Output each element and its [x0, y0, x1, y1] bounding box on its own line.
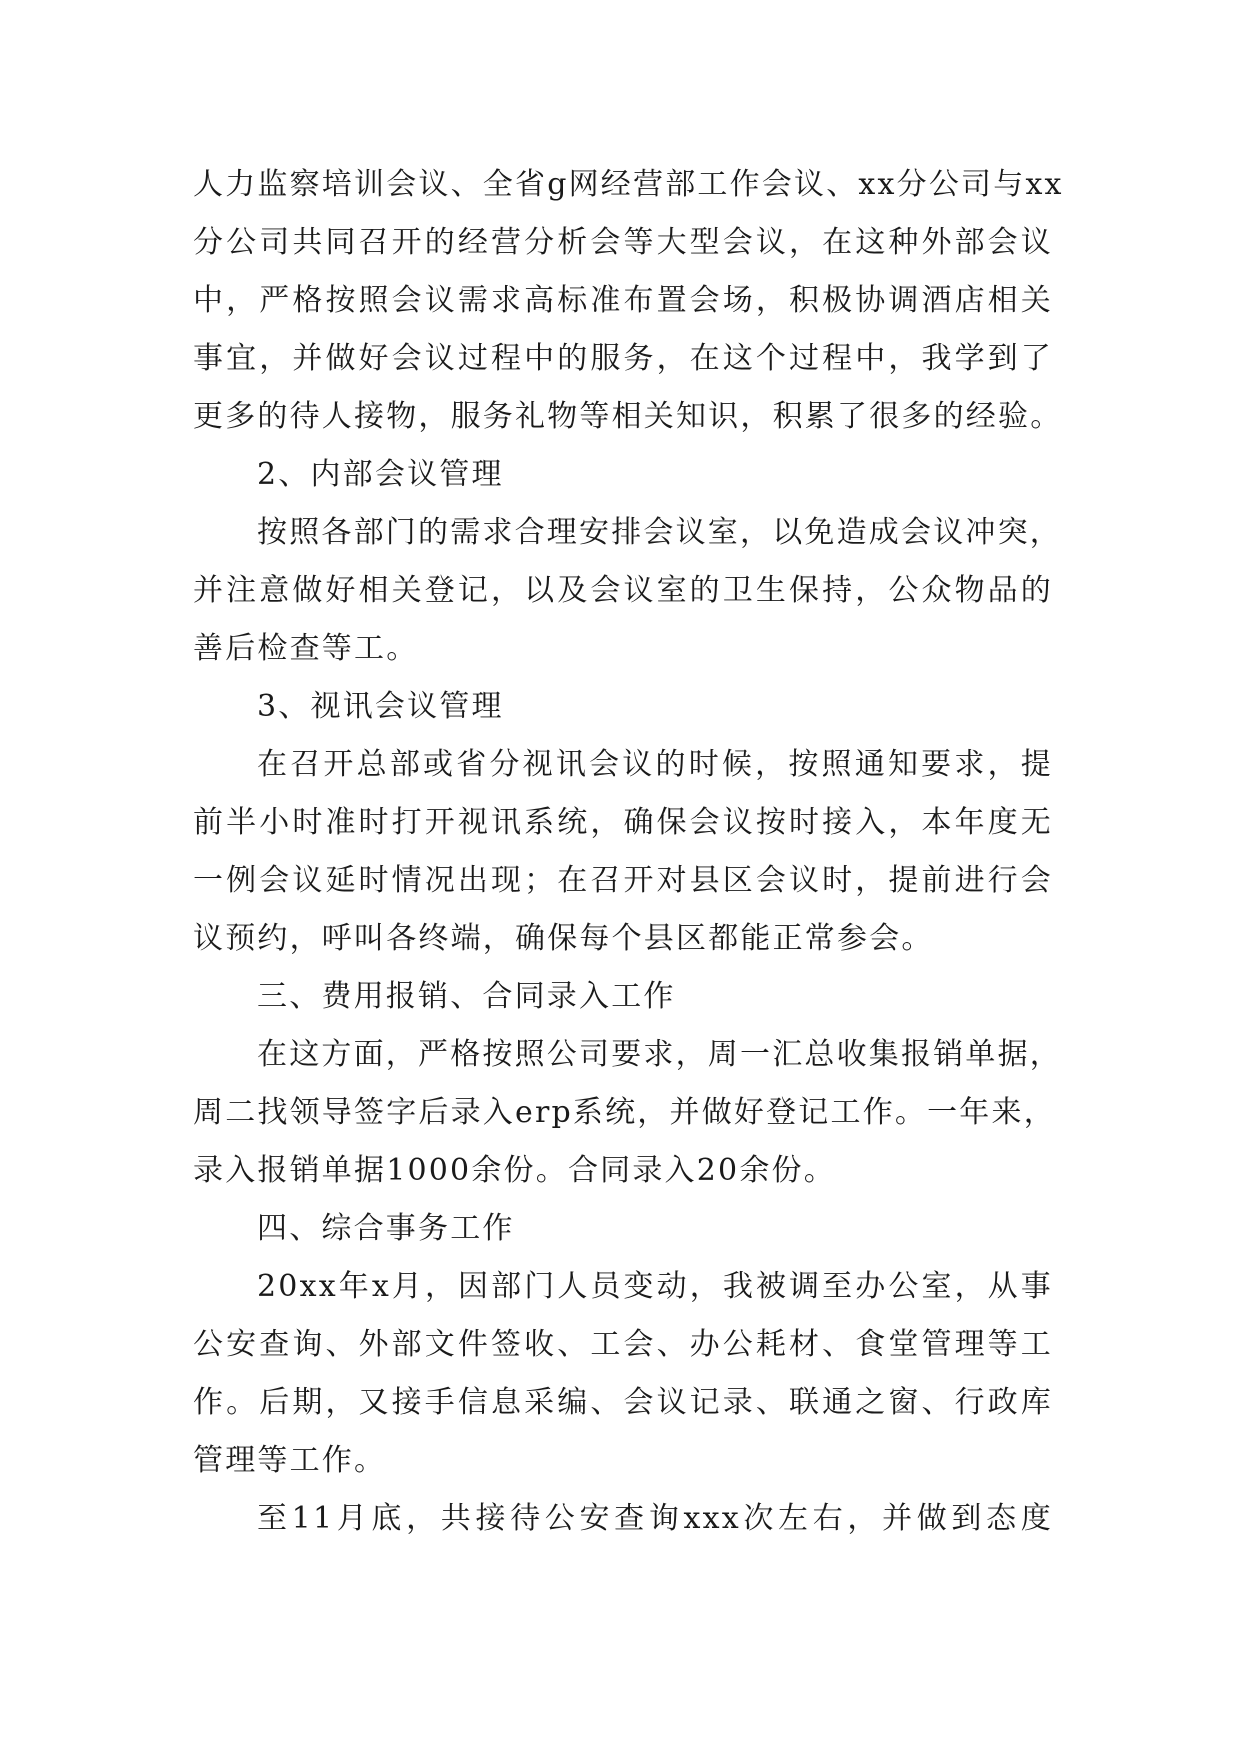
- text-line: 公安查询、外部文件签收、工会、办公耗材、食堂管理等工: [193, 1327, 1053, 1362]
- text-line: 中，严格按照会议需求高标准布置会场，积极协调酒店相关: [193, 283, 1053, 318]
- text-line: 事宜，并做好会议过程中的服务，在这个过程中，我学到了: [193, 341, 1053, 376]
- text-line: 一例会议延时情况出现；在召开对县区会议时，提前进行会: [193, 863, 1053, 898]
- text-line: 分公司共同召开的经营分析会等大型会议，在这种外部会议: [193, 225, 1053, 260]
- text-line: 作。后期，又接手信息采编、会议记录、联通之窗、行政库: [193, 1385, 1053, 1420]
- text-line: 周二找领导签字后录入erp系统，并做好登记工作。一年来，: [193, 1095, 1056, 1130]
- text-line: 20xx年x月，因部门人员变动，我被调至办公室，从事: [257, 1269, 1053, 1304]
- text-line: 按照各部门的需求合理安排会议室，以免造成会议冲突，: [257, 515, 1062, 550]
- text-line: 并注意做好相关登记，以及会议室的卫生保持，公众物品的: [193, 573, 1053, 608]
- text-line: 录入报销单据1000余份。合同录入20余份。: [193, 1153, 836, 1188]
- text-line: 前半小时准时打开视讯系统，确保会议按时接入，本年度无: [193, 805, 1053, 840]
- section-heading: 2、内部会议管理: [257, 457, 504, 492]
- text-line: 在召开总部或省分视讯会议的时候，按照通知要求，提: [257, 747, 1053, 782]
- section-heading: 四、综合事务工作: [257, 1211, 515, 1246]
- text-line: 在这方面，严格按照公司要求，周一汇总收集报销单据，: [257, 1037, 1062, 1072]
- document-page: [193, 156, 1064, 1548]
- text-line: 管理等工作。: [193, 1443, 387, 1478]
- text-line: 人力监察培训会议、全省g网经营部工作会议、xx分公司与xx: [193, 167, 1064, 202]
- section-heading: 三、费用报销、合同录入工作: [257, 979, 676, 1014]
- section-heading: 3、视讯会议管理: [257, 689, 504, 724]
- text-line: 至11月底，共接待公安查询xxx次左右，并做到态度: [257, 1501, 1053, 1536]
- text-line: 更多的待人接物，服务礼物等相关知识，积累了很多的经验。: [193, 399, 1063, 434]
- text-line: 善后检查等工。: [193, 631, 419, 666]
- text-line: 议预约，呼叫各终端，确保每个县区都能正常参会。: [193, 921, 934, 956]
